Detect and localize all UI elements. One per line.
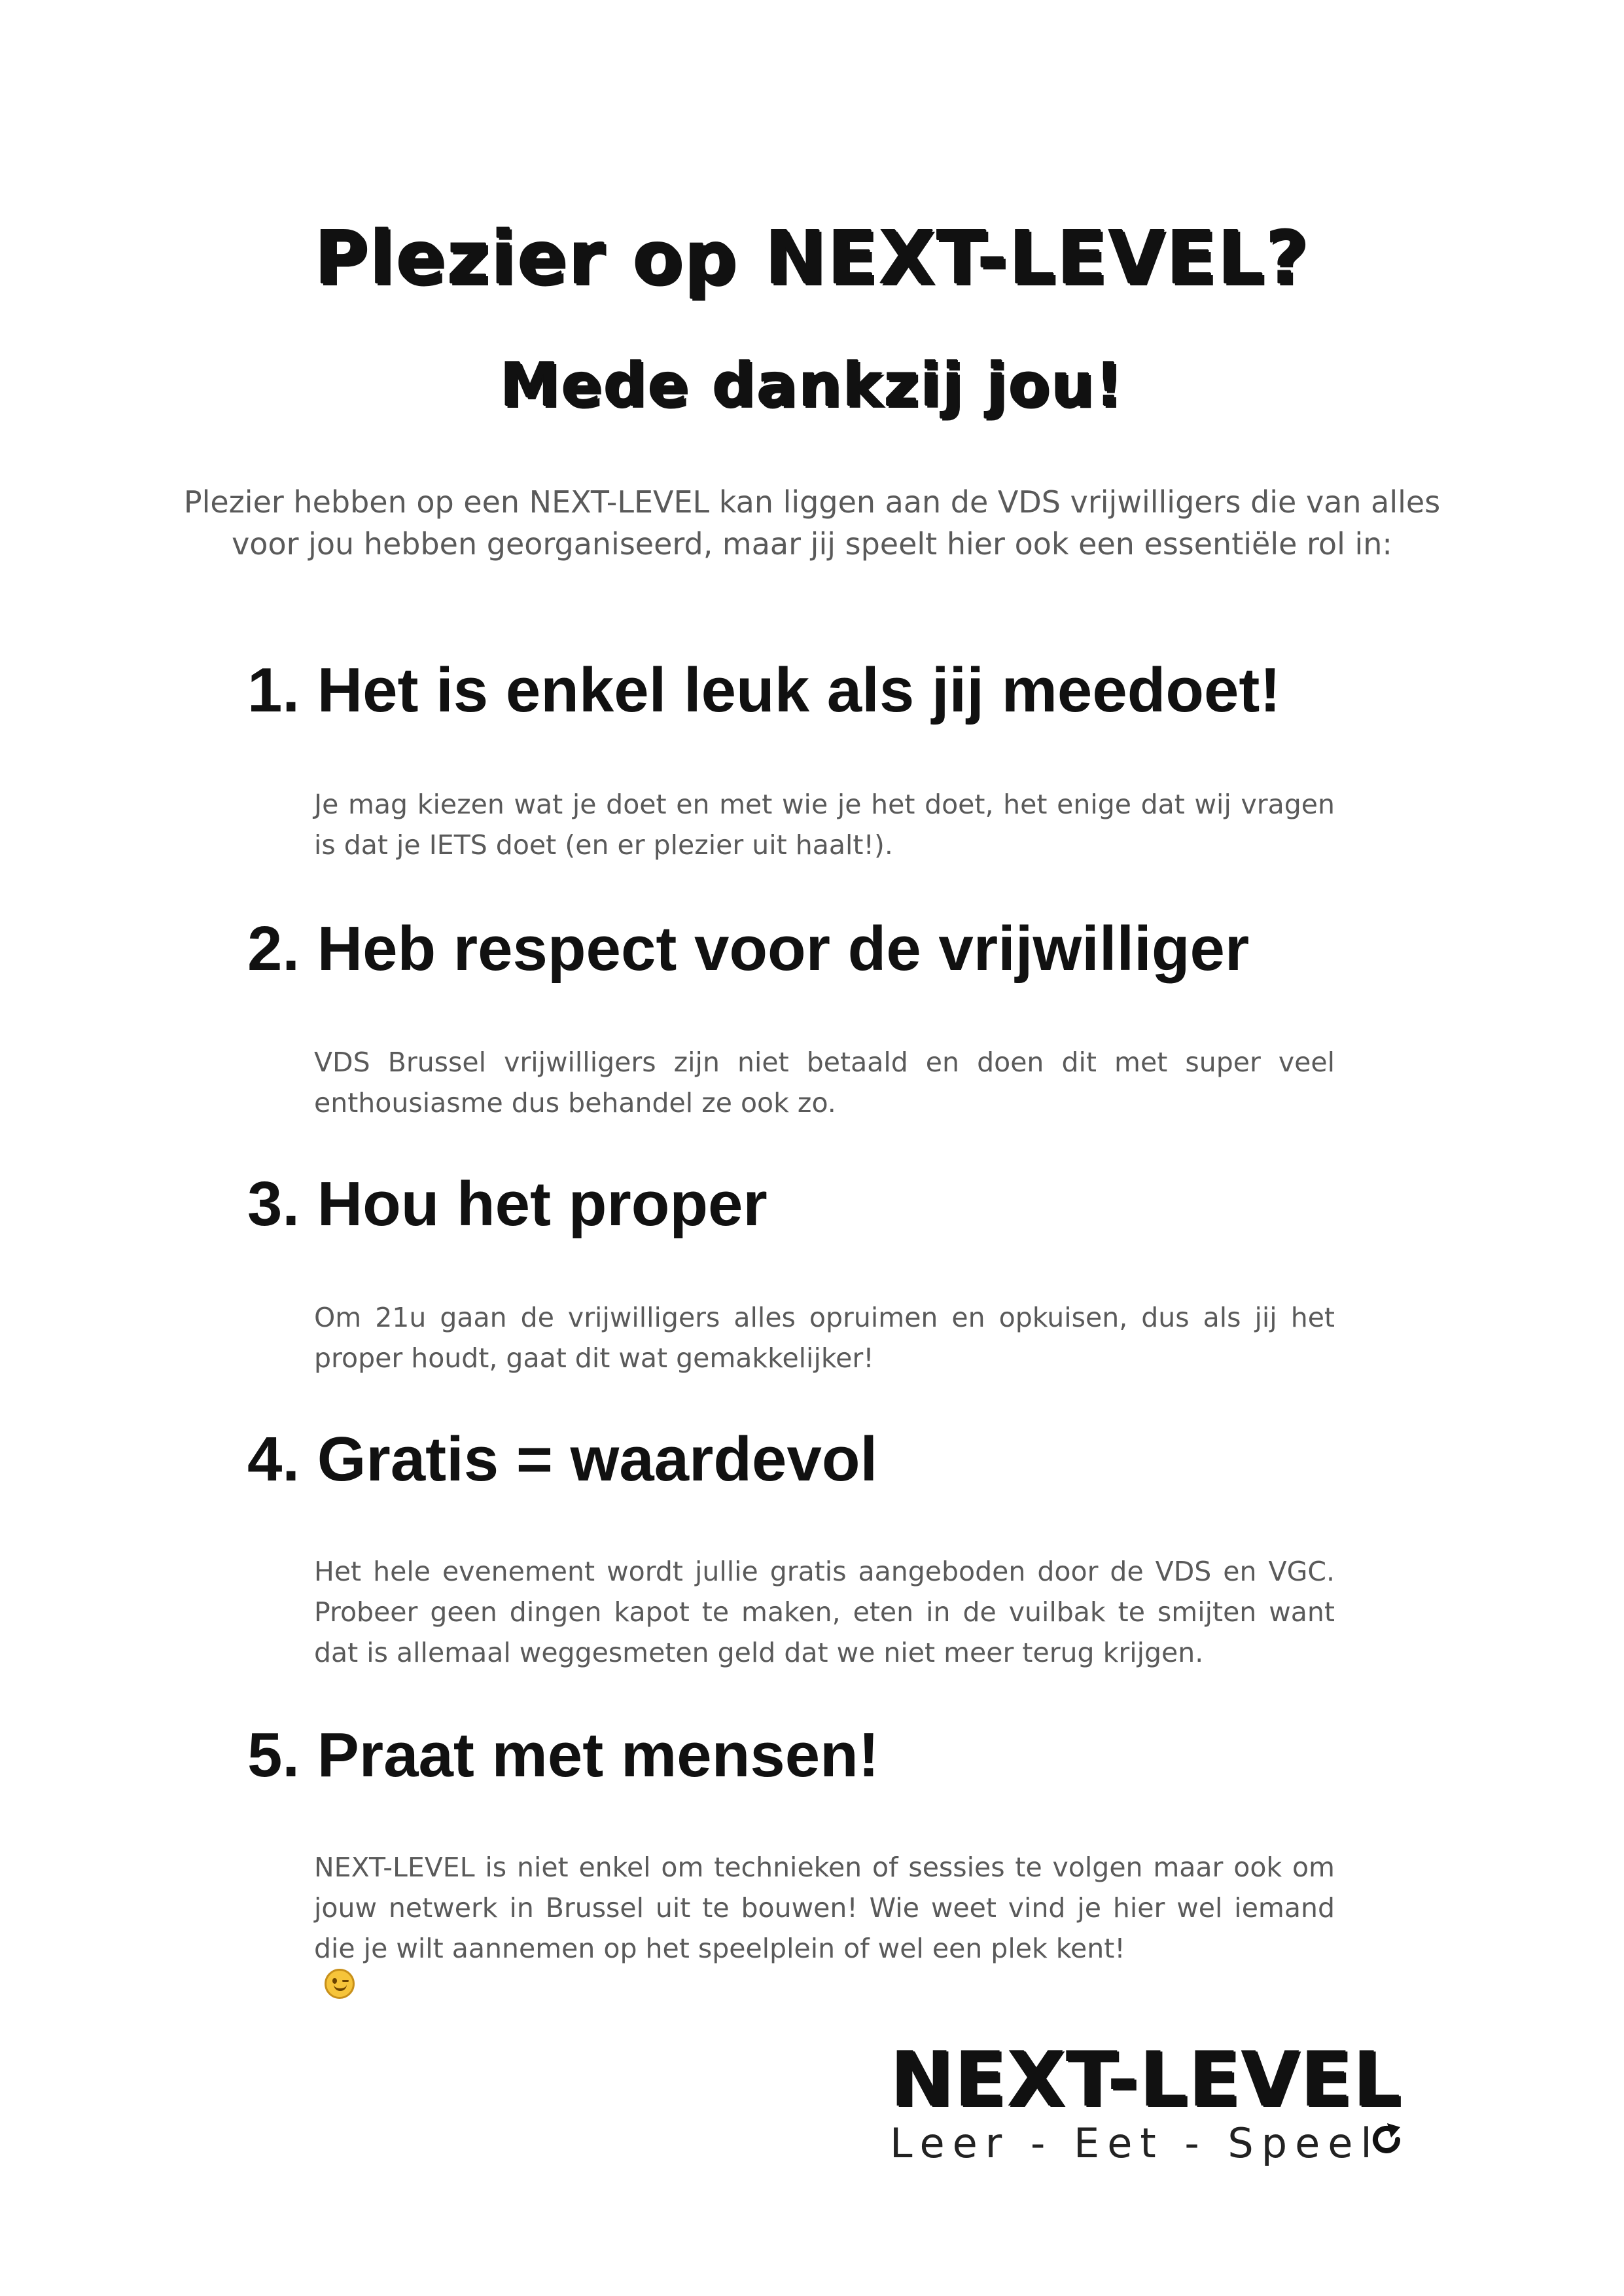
text-line: Het hele evenement wordt jullie gratis aangeboden door de VDS en VGC. [314,1556,1335,1587]
logo-wordmark: NEXT-LEVEL [890,2036,1402,2124]
section-2-heading: 2. Heb respect voor de vrijwilliger [247,914,1250,984]
text-line: is dat je IETS doet (en er plezier uit haalt!). [314,829,893,861]
text-line: dat is allemaal weggesmeten geld dat we niet meer terug krijgen. [314,1637,1204,1668]
winking-face-icon [325,1969,355,1999]
intro-line: voor jou hebben georganiseerd, maar jij speelt hier ook een essentiële rol in: [232,526,1392,562]
text-line: enthousiasme dus behandel ze ook zo. [314,1087,836,1119]
section-1-heading: 1. Het is enkel leuk als jij meedoet! [247,655,1281,725]
text-line [314,1928,1335,1999]
logo-tagline: Leer - Eet - Speel [890,2119,1380,2167]
section-5-heading: 5. Praat met mensen! [247,1720,879,1790]
section-3-heading: 3. Hou het proper [247,1169,768,1239]
section-5-text [314,1847,1335,1999]
section-2-text [314,1042,1335,1123]
refresh-arrow-icon [1368,2121,1405,2159]
section-4-heading: 4. Gratis = waardevol [247,1424,878,1494]
text-line: proper houdt, gaat dit wat gemakkelijker! [314,1342,874,1374]
section-3-text [314,1297,1335,1378]
text-line: Probeer geen dingen kapot te maken, eten in de vuilbak te smijten want [314,1596,1335,1628]
text-line: Je mag kiezen wat je doet en met wie je het doet, het enige dat wij vragen [314,789,1335,820]
intro-line: Plezier hebben op een NEXT-LEVEL kan liggen aan de VDS vrijwilligers die van alles [183,484,1441,520]
text-line: Om 21u gaan de vrijwilligers alles opruimen en opkuisen, dus als jij het [314,1302,1335,1333]
section-4-text [314,1551,1335,1673]
intro-paragraph [157,481,1467,565]
text-line: jouw netwerk in Brussel uit te bouwen! Wie weet vind je hier wel iemand [314,1892,1335,1924]
page-subtitle: Mede dankzij jou! [500,350,1124,420]
text-line-content: die je wilt aannemen op het speelplein of wel een plek kent! [314,1933,1125,1964]
text-line: VDS Brussel vrijwilligers zijn niet betaald en doen dit met super veel [314,1047,1335,1078]
text-line: NEXT-LEVEL is niet enkel om technieken of sessies te volgen maar ook om [314,1852,1335,1883]
section-1-text [314,784,1335,865]
page-title: Plezier op NEXT-LEVEL? [314,216,1310,301]
